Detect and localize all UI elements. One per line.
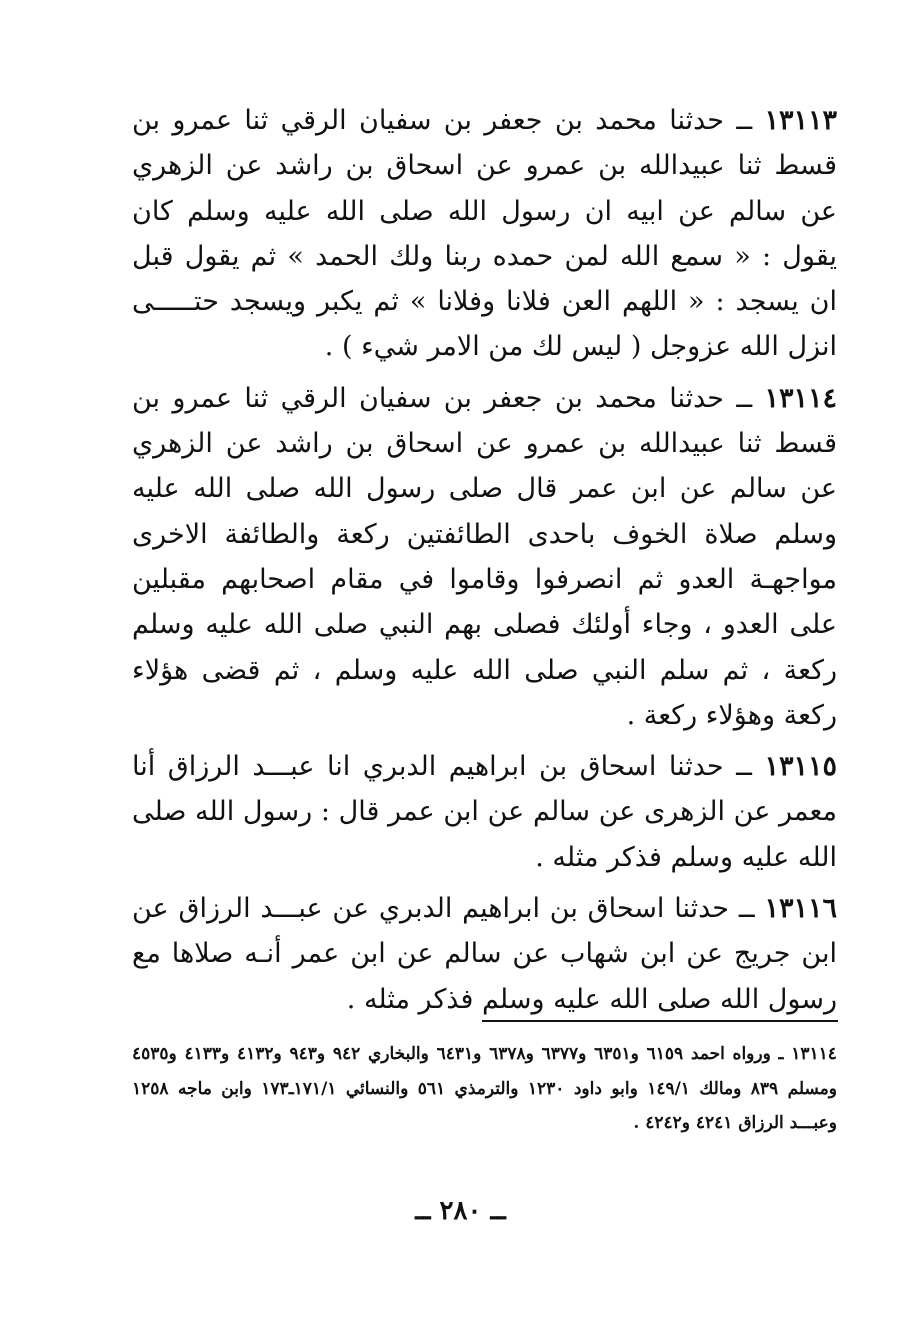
hadith-number: ١٣١١٤ <box>764 382 837 414</box>
hadith-number: ١٣١١٥ <box>764 751 837 783</box>
hadith-13116 <box>132 886 837 1022</box>
hadith-text: ــ حدثنا اسحاق بن ابراهيم الدبري انا عبـــد الرزاق أنا معمر عن الزهرى عن سالم عن ابن عمر قال : رسول الله صلى الله عليه وسلم فذكر مثله . <box>132 751 837 873</box>
hadith-number: ١٣١١٣ <box>764 105 837 136</box>
page-number: ــ ٢٨٠ ــ <box>415 1196 506 1226</box>
hadith-text: ــ حدثنا محمد بن جعفر بن سفيان الرقي ثنا عمرو بن قسط ثنا عبيدالله بن عمرو عن اسحاق بن راشد عن الزهري عن سالم عن ابن عمر قال صلى رسول الله صلى الله عليه وسلم صلاة الخوف باحدى الطائفتين ركعة والطائفة الاخرى مواجهـة العدو ثم انصرفوا وقاموا في مقام اصحابهم مقبلين على العدو ، وجاء أولئك فصلى بهم النبي صلى الله عليه وسلم ركعة ، ثم سلم النبي صلى الله عليه وسلم ، ثم قضى هؤلاء ركعة وهؤلاء ركعة . <box>132 382 837 731</box>
footnote-divider <box>482 1020 838 1022</box>
hadith-text: ــ حدثنا محمد بن جعفر بن سفيان الرقي ثنا عمرو بن قسط ثنا عبيدالله بن عمرو عن اسحاق بن راشد عن الزهري عن سالم عن ابيه ان رسول الله صلى الله عليه وسلم كان يقول : « سمع الله لمن حمده ربنا ولك الحمد » ثم يقول قبل ان يسجد : « اللهم العن فلانا وفلانا » ثم يكبر ويسجد حتـــــى انزل الله عزوجل ( ليس لك من الامر شيء ) . <box>132 105 837 363</box>
hadith-13113 <box>132 98 837 370</box>
hadith-13114 <box>132 376 837 738</box>
hadith-number: ١٣١١٦ <box>764 893 837 925</box>
hadith-13115 <box>132 744 837 880</box>
main-text <box>132 98 837 1028</box>
footnote: ١٣١١٤ ـ ورواه احمد ٦١٥٩ و٦٣٥١ و٦٣٧٧ و٦٣٧٨ و٦٤٣١ والبخاري ٩٤٢ و٩٤٣ و٤١٣٢ و٤١٣٣ و٤٥٣٥ ومسلم ٨٣٩ ومالك ١٤٩/١ وابو داود ١٢٣٠ والترمذي ٥٦١ والنسائي ١٧١/١ـ١٧٣ وابن ماجه ١٢٥٨ وعبـــد الرزاق ٤٢٤١ و٤٢٤٢ . <box>132 1044 837 1133</box>
hadith-text: ــ حدثنا اسحاق بن ابراهيم الدبري عن عبـــد الرزاق عن ابن جريج عن ابن شهاب عن سالم عن ابن عمر أنـه صلاها مع رسول الله صلى الله عليه وسلم فذكر مثله . <box>132 893 837 1015</box>
